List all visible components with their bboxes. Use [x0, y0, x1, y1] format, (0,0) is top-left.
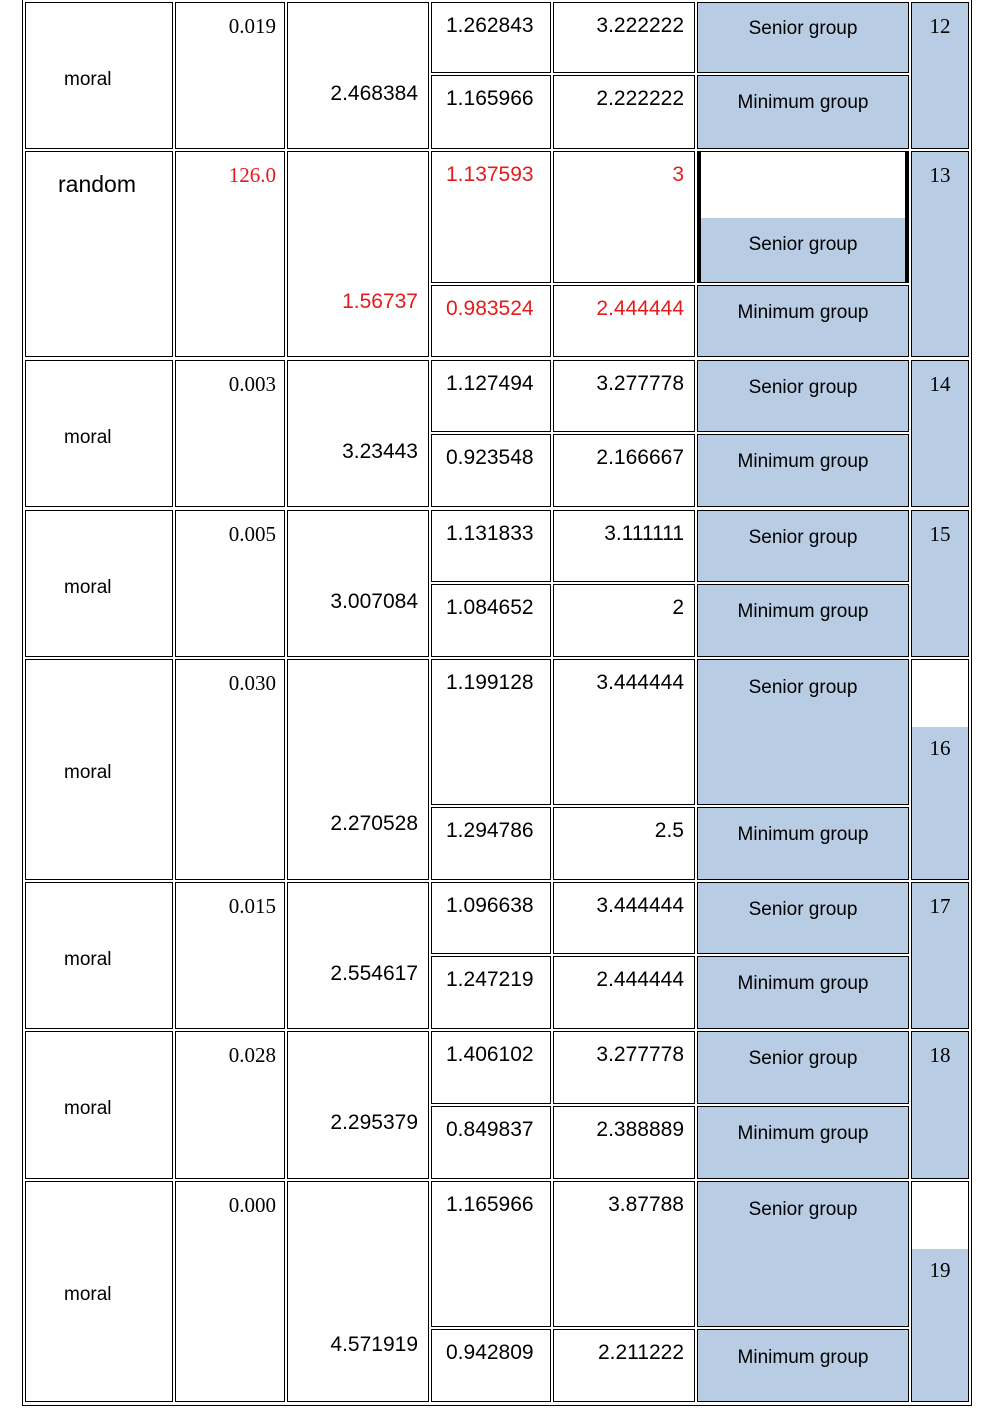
- minimum-sd-cell: [431, 956, 551, 1029]
- senior-mean: 3.277778: [596, 1043, 684, 1066]
- item-number: 13: [929, 163, 951, 187]
- group-label: Minimum group: [737, 1123, 869, 1144]
- minimum-mean: 2.444444: [596, 968, 684, 991]
- p-value: 0.028: [228, 1043, 276, 1067]
- senior-sd-cell: [431, 882, 551, 954]
- p-value: 0.015: [228, 894, 276, 918]
- group-cell-senior: [697, 659, 909, 805]
- group-cell-senior: [697, 1031, 909, 1104]
- senior-sd: 1.127494: [446, 372, 534, 395]
- group-label: Minimum group: [737, 1347, 869, 1368]
- p-value-cell: [175, 510, 285, 657]
- f-value: 3.007084: [330, 590, 418, 613]
- minimum-sd: 1.294786: [446, 819, 534, 842]
- minimum-mean-cell: [553, 75, 695, 149]
- p-value-cell: [175, 2, 285, 149]
- minimum-sd: 0.983524: [446, 297, 534, 320]
- minimum-mean-cell: [553, 584, 695, 657]
- senior-mean-cell: [553, 510, 695, 582]
- senior-sd: 1.406102: [446, 1043, 534, 1066]
- item-number: 14: [929, 372, 951, 396]
- item-number-cell: [911, 882, 969, 1029]
- minimum-sd-cell: [431, 285, 551, 357]
- group-cell-minimum: [697, 584, 909, 657]
- f-value-cell: [287, 882, 429, 1029]
- senior-sd: 1.199128: [446, 671, 534, 694]
- group-label: Minimum group: [737, 601, 869, 622]
- f-value-cell: [287, 1031, 429, 1179]
- type-label: moral: [64, 949, 112, 970]
- minimum-sd-cell: [431, 1329, 551, 1402]
- minimum-sd: 1.165966: [446, 87, 534, 110]
- senior-sd-cell: [431, 659, 551, 805]
- minimum-mean-cell: [553, 285, 695, 357]
- group-label: Senior group: [748, 377, 858, 398]
- item-number-cell: [911, 659, 969, 880]
- f-value-cell: [287, 151, 429, 357]
- item-number: 12: [929, 14, 951, 38]
- item-number-cell: [911, 1031, 969, 1179]
- f-value: 1.56737: [342, 290, 418, 313]
- group-label: Senior group: [748, 677, 858, 698]
- f-value: 3.23443: [342, 440, 418, 463]
- f-value: 2.554617: [330, 962, 418, 985]
- senior-mean: 3.444444: [596, 894, 684, 917]
- senior-sd-cell: [431, 151, 551, 283]
- group-cell-senior: [697, 151, 909, 283]
- group-label: Senior group: [748, 527, 858, 548]
- type-cell: [25, 1181, 173, 1402]
- p-value-cell: [175, 1031, 285, 1179]
- senior-sd-cell: [431, 510, 551, 582]
- item-number-cell: [911, 2, 969, 149]
- senior-sd: 1.096638: [446, 894, 534, 917]
- minimum-sd: 0.923548: [446, 446, 534, 469]
- minimum-sd: 0.942809: [446, 1341, 534, 1364]
- f-value-cell: [287, 1181, 429, 1402]
- type-label: moral: [64, 1098, 112, 1119]
- blank-top: [912, 1182, 968, 1249]
- item-number-cell: [911, 1181, 969, 1402]
- p-value-cell: [175, 659, 285, 880]
- item-number: 17: [929, 894, 951, 918]
- senior-mean-cell: [553, 1031, 695, 1104]
- senior-mean-cell: [553, 2, 695, 73]
- group-cell-senior: [697, 1181, 909, 1327]
- minimum-mean-cell: [553, 434, 695, 507]
- senior-mean-cell: [553, 882, 695, 954]
- group-cell-minimum: [697, 434, 909, 507]
- p-value-cell: [175, 882, 285, 1029]
- senior-sd: 1.262843: [446, 14, 534, 37]
- minimum-sd-cell: [431, 807, 551, 880]
- f-value-cell: [287, 2, 429, 149]
- p-value: 0.030: [228, 671, 276, 695]
- item-number: 18: [929, 1043, 951, 1067]
- item-number: 16: [929, 736, 951, 760]
- group-cell-minimum: [697, 75, 909, 149]
- item-number-cell: [911, 360, 969, 507]
- minimum-sd: 1.247219: [446, 968, 534, 991]
- group-label: Senior group: [748, 1048, 858, 1069]
- senior-mean-cell: [553, 659, 695, 805]
- minimum-mean: 2.166667: [596, 446, 684, 469]
- group-label: Senior group: [748, 234, 858, 255]
- p-value: 0.005: [228, 522, 276, 546]
- minimum-mean-cell: [553, 1329, 695, 1402]
- type-label: moral: [64, 69, 112, 90]
- senior-mean: 3: [672, 163, 684, 186]
- group-label: Minimum group: [737, 451, 869, 472]
- type-label: moral: [64, 427, 112, 448]
- senior-mean: 3.444444: [596, 671, 684, 694]
- group-label: Minimum group: [737, 92, 869, 113]
- minimum-mean: 2.211222: [597, 1341, 684, 1364]
- senior-sd-cell: [431, 1181, 551, 1327]
- minimum-sd-cell: [431, 434, 551, 507]
- group-cell-senior: [697, 360, 909, 432]
- senior-mean: 3.111111: [604, 522, 684, 545]
- senior-sd: 1.165966: [446, 1193, 534, 1216]
- item-number-cell: [911, 510, 969, 657]
- p-value-cell: [175, 151, 285, 357]
- senior-sd: 1.131833: [446, 522, 534, 545]
- minimum-mean: 2.388889: [596, 1118, 684, 1141]
- f-value: 2.295379: [330, 1111, 418, 1134]
- senior-mean-cell: [553, 1181, 695, 1327]
- f-value-cell: [287, 360, 429, 507]
- type-cell: [25, 360, 173, 507]
- group-cell-senior: [697, 882, 909, 954]
- minimum-sd: 1.084652: [446, 596, 534, 619]
- senior-mean: 3.277778: [596, 372, 684, 395]
- group-cell-minimum: [697, 1329, 909, 1402]
- group-label: Minimum group: [737, 824, 869, 845]
- group-label: Senior group: [748, 1199, 858, 1220]
- group-cell-senior: [697, 510, 909, 582]
- senior-mean: 3.222222: [596, 14, 684, 37]
- item-number: 19: [929, 1258, 951, 1282]
- item-number-cell: [911, 151, 969, 357]
- minimum-sd: 0.849837: [446, 1118, 534, 1141]
- blank-highlight: [701, 152, 905, 218]
- group-label: Senior group: [748, 899, 858, 920]
- senior-mean: 3.87788: [608, 1193, 684, 1216]
- senior-sd: 1.137593: [446, 163, 534, 186]
- senior-sd-cell: [431, 2, 551, 73]
- f-value-cell: [287, 659, 429, 880]
- minimum-mean-cell: [553, 807, 695, 880]
- group-cell-senior: [697, 2, 909, 73]
- type-cell: [25, 510, 173, 657]
- senior-mean-cell: [553, 151, 695, 283]
- f-value: 4.571919: [330, 1333, 418, 1356]
- item-number: 15: [929, 522, 951, 546]
- group-cell-minimum: [697, 285, 909, 357]
- type-cell: [25, 882, 173, 1029]
- type-label: moral: [64, 577, 112, 598]
- minimum-mean: 2: [672, 596, 684, 619]
- p-value: 0.003: [228, 372, 276, 396]
- group-label: Senior group: [748, 18, 858, 39]
- type-cell: [25, 1031, 173, 1179]
- group-cell-minimum: [697, 807, 909, 880]
- minimum-mean: 2.222222: [596, 87, 684, 110]
- minimum-sd-cell: [431, 1106, 551, 1179]
- type-label: moral: [64, 762, 112, 783]
- minimum-sd-cell: [431, 584, 551, 657]
- minimum-mean-cell: [553, 1106, 695, 1179]
- p-value: 0.000: [228, 1193, 276, 1217]
- minimum-mean: 2.5: [654, 819, 684, 842]
- senior-mean-cell: [553, 360, 695, 432]
- group-cell-minimum: [697, 1106, 909, 1179]
- minimum-mean-cell: [553, 956, 695, 1029]
- senior-sd-cell: [431, 1031, 551, 1104]
- p-value-cell: [175, 1181, 285, 1402]
- p-value: 126.0: [228, 163, 276, 187]
- group-label: Minimum group: [737, 973, 869, 994]
- type-cell: [25, 2, 173, 149]
- minimum-sd-cell: [431, 75, 551, 149]
- f-value-cell: [287, 510, 429, 657]
- p-value-cell: [175, 360, 285, 507]
- minimum-mean: 2.444444: [596, 297, 684, 320]
- p-value: 0.019: [228, 14, 276, 38]
- type-label: random: [58, 171, 136, 197]
- blank-top: [912, 660, 968, 727]
- f-value: 2.270528: [330, 812, 418, 835]
- type-cell: [25, 659, 173, 880]
- group-label: Minimum group: [737, 302, 869, 323]
- type-label: moral: [64, 1284, 112, 1305]
- type-cell: [25, 151, 173, 357]
- senior-sd-cell: [431, 360, 551, 432]
- f-value: 2.468384: [330, 82, 418, 105]
- group-cell-minimum: [697, 956, 909, 1029]
